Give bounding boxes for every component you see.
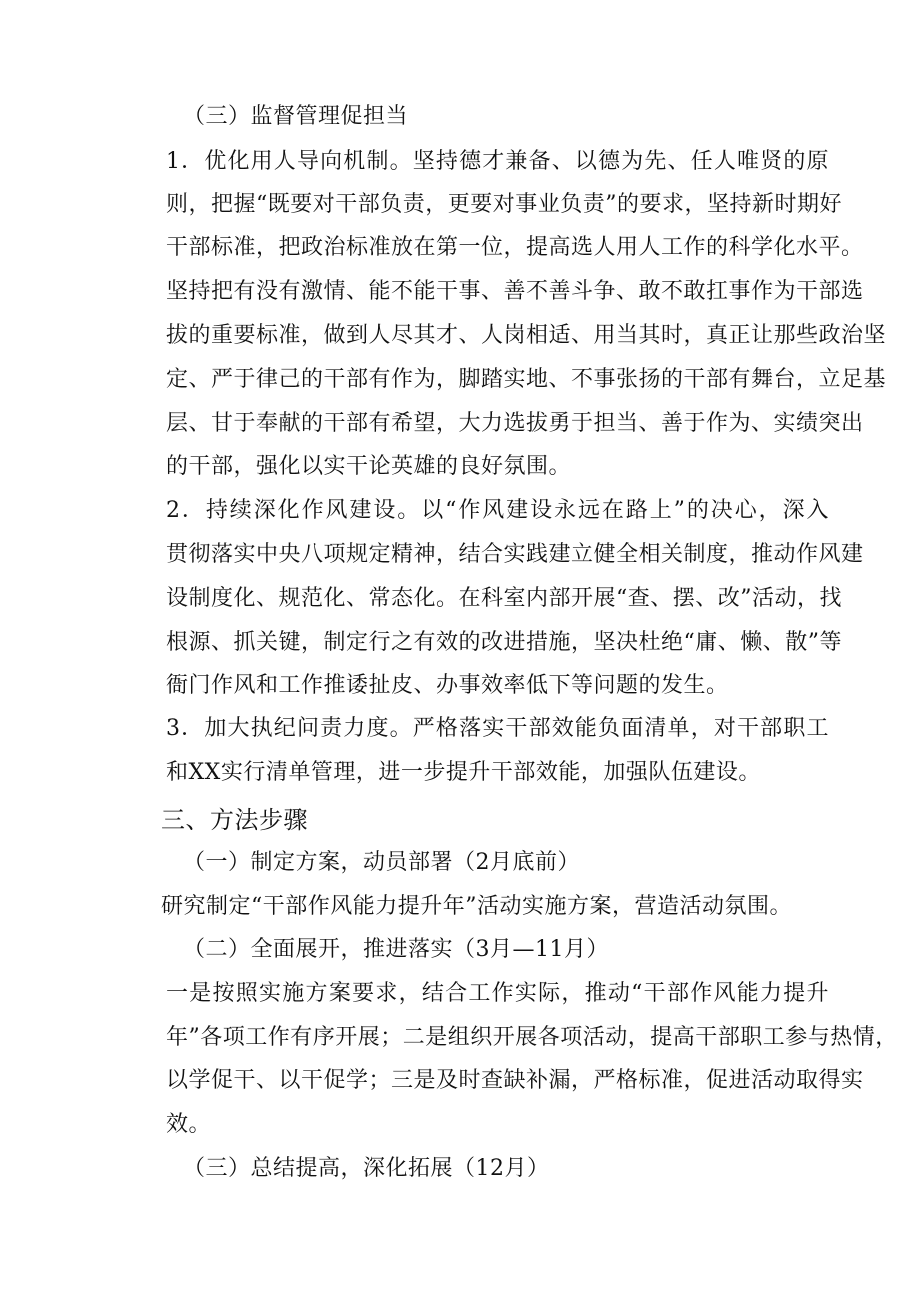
- para1-line-4: 坚持把有没有激情、能不能干事、善不善斗争、敢不敢扛事作为干部选: [166, 279, 864, 304]
- step1-heading: （一）制定方案，动员部署（2月底前）: [183, 850, 580, 875]
- step2-line-3: 以学促干、以干促学；三是及时查缺补漏，严格标准，促进活动取得实: [166, 1068, 864, 1093]
- step2-line-2: 年”各项工作有序开展；二是组织开展各项活动，提高干部职工参与热情，: [166, 1025, 898, 1050]
- step2-line-4: 效。: [166, 1112, 212, 1137]
- para2-line-1: 2．持续深化作风建设。以“作风建设永远在路上”的决心，深入: [166, 498, 829, 523]
- para1-line-6: 定、严于律己的干部有作为，脚踏实地、不事张扬的干部有舞台，立足基: [166, 367, 887, 392]
- para2-line-2: 贯彻落实中央八项规定精神，结合实践建立健全相关制度，推动作风建: [166, 542, 864, 567]
- step2-heading: （二）全面展开，推进落实（3月—11月）: [183, 937, 609, 962]
- main-heading: 三、方法步骤: [161, 806, 308, 834]
- para3-line-2: 和XX实行清单管理，进一步提升干部效能，加强队伍建设。: [166, 760, 761, 785]
- para1-line-5: 拔的重要标准，做到人尽其才、人岗相适、用当其时，真正让那些政治坚: [166, 323, 887, 348]
- para2-line-3: 设制度化、规范化、常态化。在科室内部开展“查、摆、改”活动，找: [166, 586, 842, 611]
- para3-line-1: 3．加大执纪问责力度。严格落实干部效能负面清单，对干部职工: [166, 716, 829, 741]
- section-heading: （三）监督管理促担当: [183, 104, 409, 129]
- para2-line-4: 根源、抓关键，制定行之有效的改进措施，坚决杜绝“庸、懒、散”等: [166, 630, 842, 655]
- step2-line-1: 一是按照实施方案要求，结合工作实际，推动“干部作风能力提升: [166, 981, 829, 1006]
- step3-heading: （三）总结提高，深化拓展（12月）: [183, 1156, 550, 1181]
- para1-line-2: 则，把握“既要对干部负责，更要对事业负责”的要求，坚持新时期好: [166, 192, 842, 217]
- para1-line-3: 干部标准，把政治标准放在第一位，提高选人用人工作的科学化水平。: [166, 235, 864, 260]
- para1-line-7: 层、甘于奉献的干部有希望，大力选拔勇于担当、善于作为、实绩突出: [166, 411, 864, 436]
- para2-line-5: 衙门作风和工作推诿扯皮、办事效率低下等问题的发生。: [166, 673, 729, 698]
- para1-line-1: 1．优化用人导向机制。坚持德才兼备、以德为先、任人唯贤的原: [166, 149, 829, 174]
- para1-line-8: 的干部，强化以实干论英雄的良好氛围。: [166, 454, 572, 479]
- step1-text: 研究制定“干部作风能力提升年”活动实施方案，营造活动氛围。: [161, 894, 792, 919]
